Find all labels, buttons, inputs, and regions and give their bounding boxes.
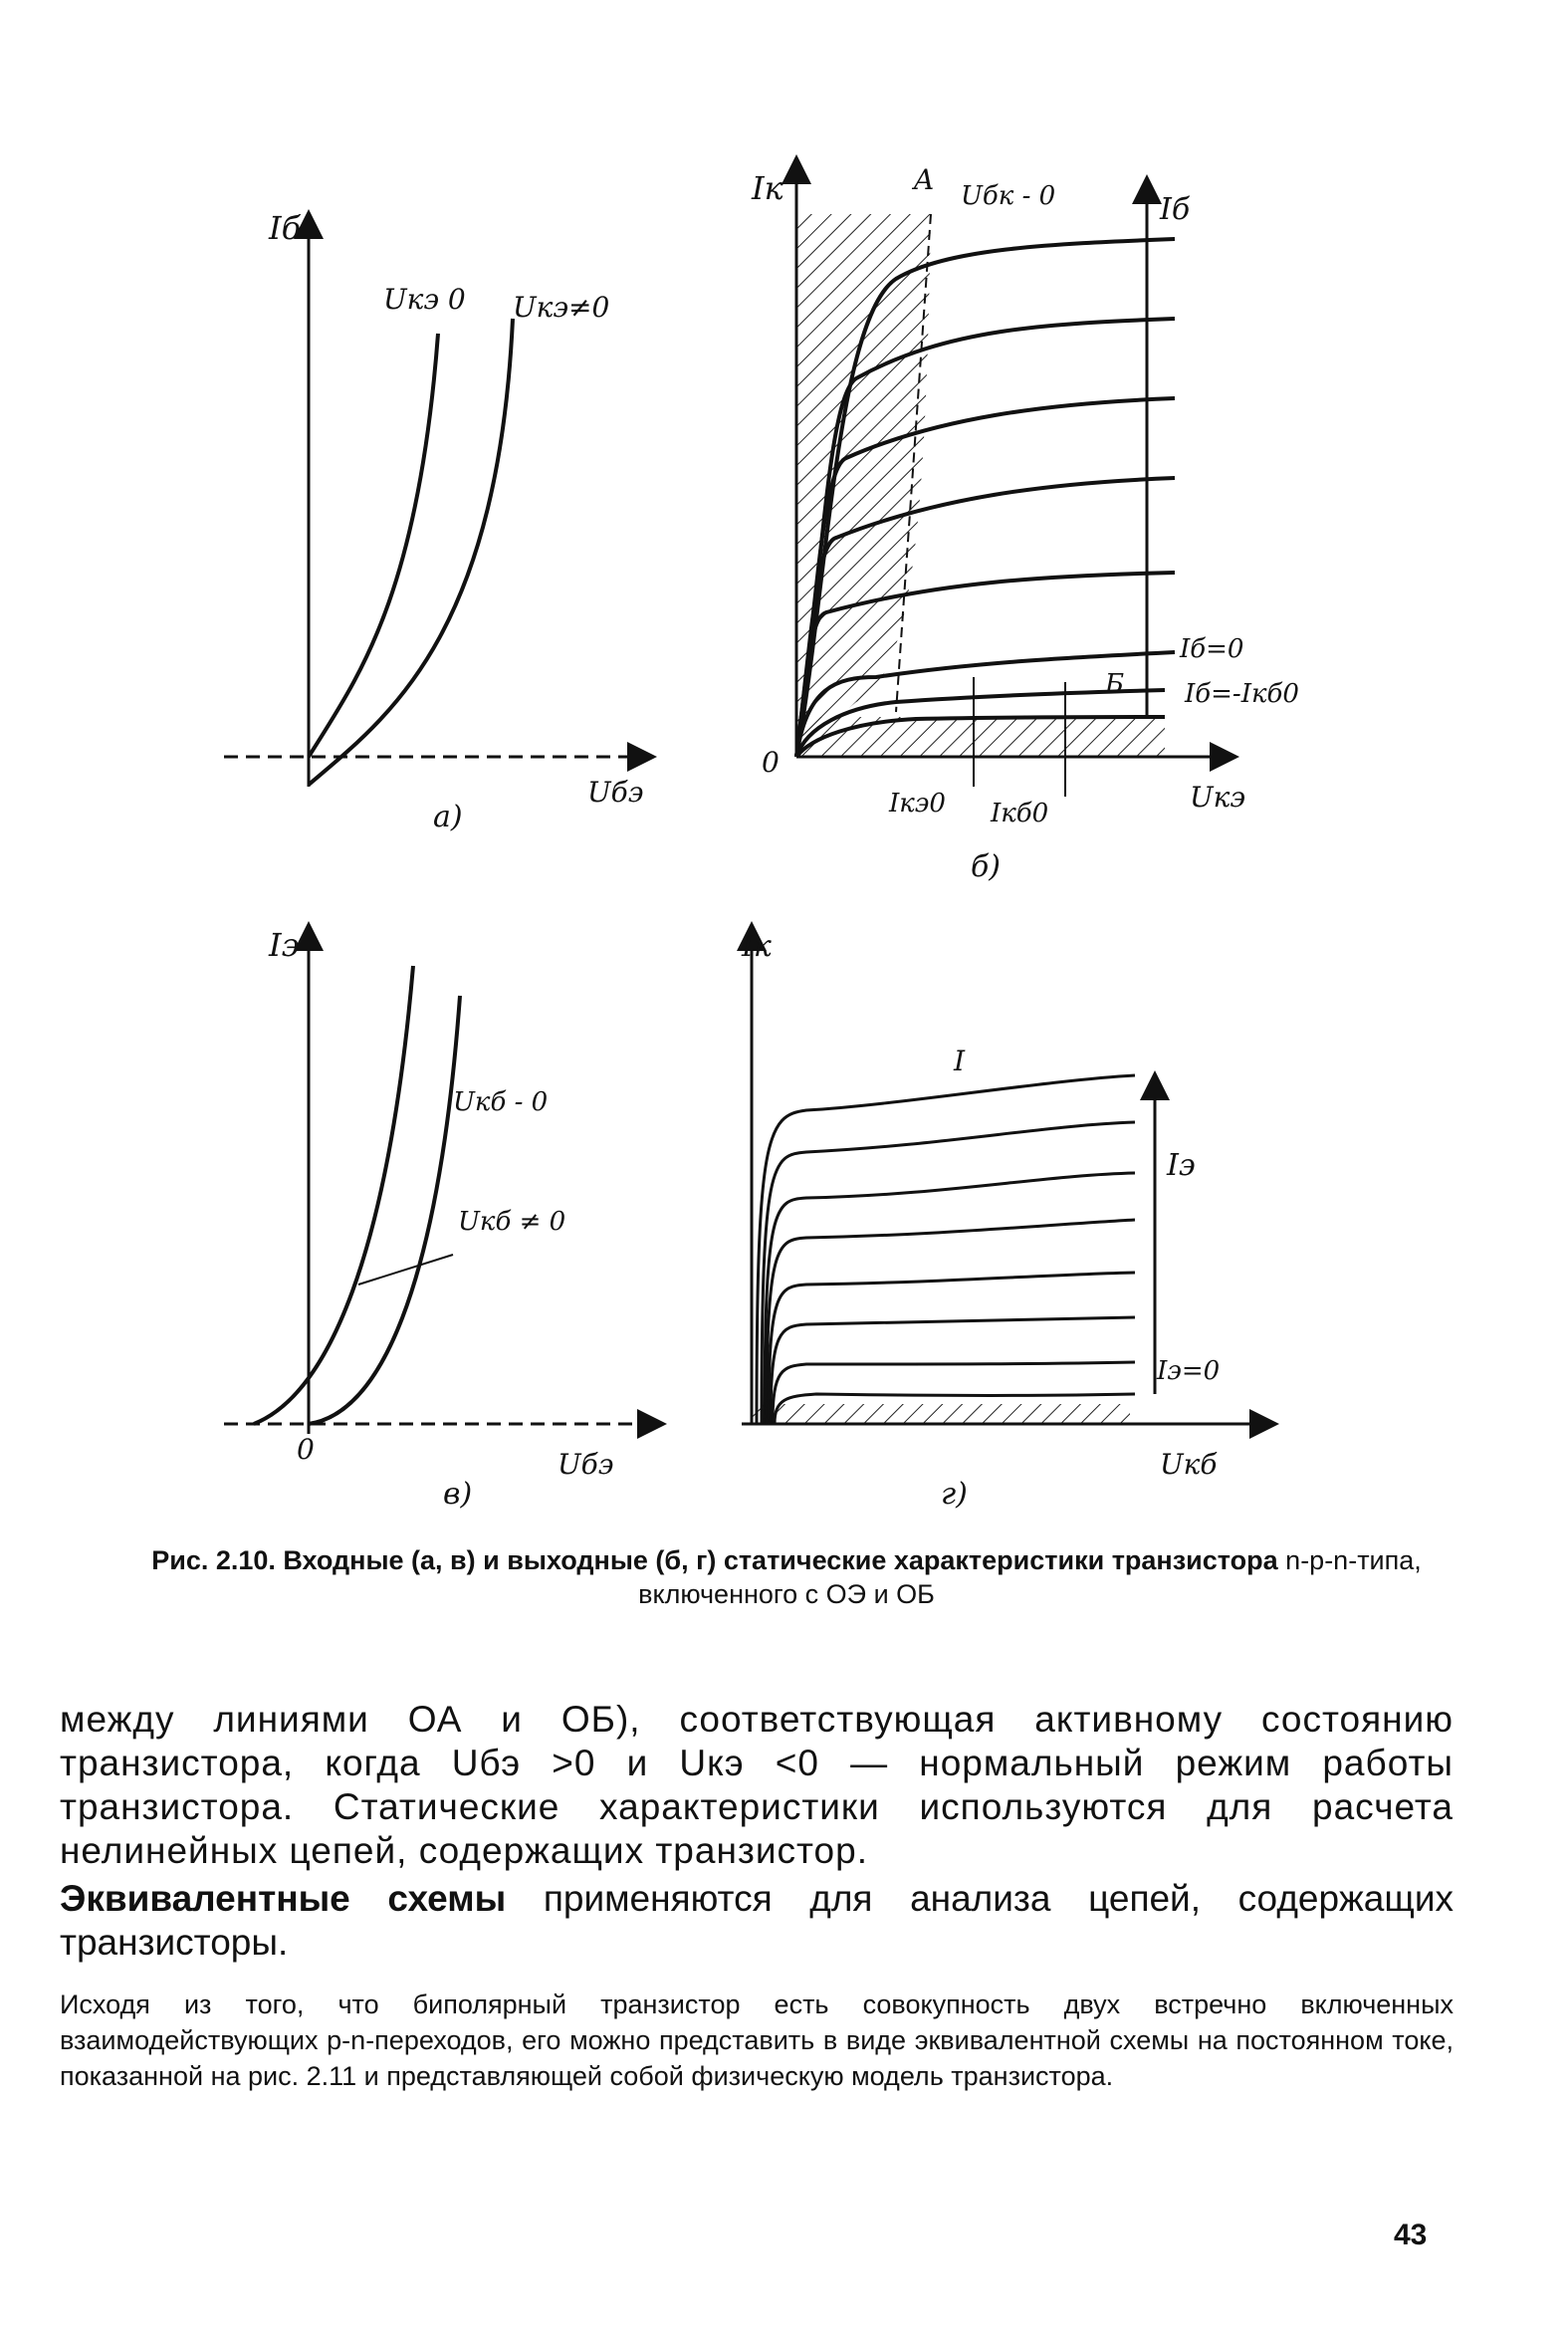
panel-a-curve-1: [309, 334, 438, 757]
panel-v-origin: 0: [297, 1433, 315, 1466]
panel-v-x-label: Uбэ: [558, 1448, 614, 1481]
panel-a-y-label: Iб: [269, 209, 302, 247]
panel-b-x-label: Uкэ: [1190, 781, 1245, 814]
panel-g-y-label: Iк: [742, 929, 772, 964]
panel-b-cutoff-region: [796, 717, 1165, 757]
panel-b-right-label: Iб: [1160, 192, 1191, 227]
panel-b-ikb0-label: Iкб0: [991, 799, 1049, 828]
panel-v-leader: [358, 1255, 453, 1285]
panel-b-origin: 0: [762, 746, 780, 779]
paragraph-1: [60, 1698, 1454, 1873]
panel-g-panel-label: г): [941, 1477, 968, 1512]
paragraph-2: [60, 1877, 1454, 1965]
paragraph-1-text: между линиями ОА и ОБ), соответствующая активному состоянию транзистора, когда Uбэ >0 и Uкэ <0 — нормальный режим работы транзистора. Статические характеристики используются для расчета нелинейных цепей, содержащих транзистор.: [60, 1699, 1454, 1871]
figure-caption: [119, 1543, 1454, 1611]
panel-v-y-label: Iэ: [269, 926, 300, 964]
panel-v-panel-label: в): [443, 1477, 473, 1512]
paragraph-3: [60, 1987, 1454, 2094]
panel-b-ib0-label: Iб=0: [1180, 634, 1244, 664]
panel-b-point-A: A: [914, 163, 935, 196]
panel-b-panel-label: б): [971, 849, 1002, 884]
panel-b: [751, 163, 1299, 884]
panel-g-curve-1: [757, 1075, 1135, 1424]
panel-g-curve-3: [765, 1173, 1135, 1424]
panel-g-right-label: Iэ: [1167, 1148, 1196, 1183]
panel-b-point-B: Б: [1105, 669, 1125, 699]
panel-v-curve-label-1: Uкб - 0: [453, 1087, 549, 1117]
caption-lead: Рис. 2.10. Входные (а, в) и выходные (б, г) статические характеристики транзистора: [151, 1545, 1278, 1575]
panel-b-y-label: Iк: [752, 169, 784, 207]
page-number: 43: [1394, 2219, 1428, 2251]
panel-g: [741, 929, 1264, 1512]
panel-v-curve-2: [309, 996, 460, 1424]
panel-b-line-label: Uбк - 0: [961, 181, 1056, 211]
panel-a-panel-label: а): [433, 800, 463, 834]
panel-v: [224, 926, 652, 1512]
panel-a-curve-label-2: Uкэ≠0: [513, 291, 610, 324]
panel-a: [224, 209, 643, 834]
panel-a-curve-label-1: Uкэ 0: [383, 283, 466, 316]
panel-b-ike0-label: Iкэ0: [889, 789, 946, 819]
panel-v-curve-1: [254, 966, 413, 1424]
panel-a-curve-2: [309, 319, 513, 785]
paragraph-2-text: применяются для анализа цепей, содержащих транзисторы.: [60, 1878, 1454, 1963]
panel-g-x-label: Uкб: [1160, 1448, 1218, 1481]
panel-g-cutoff-region: [752, 1404, 1130, 1424]
panel-v-curve-label-2: Uкб ≠ 0: [458, 1207, 566, 1237]
panel-g-curve-5: [769, 1273, 1135, 1424]
paragraph-2-bold: Эквивалентные схемы: [60, 1878, 507, 1919]
panel-g-top-label: I: [954, 1045, 966, 1077]
panel-b-ibneg-label: Iб=-Iкб0: [1185, 679, 1299, 709]
paragraph-3-text: Исходя из того, что биполярный транзистор есть совокупность двух встречно включенных взаимодействующих p-n-переходов, его можно представить в виде эквивалентной схемы на постоянном токе, показанной на рис. 2.11 и представляющей собой физическую модель транзистора.: [60, 1989, 1454, 2091]
panel-a-x-label: Uбэ: [587, 776, 644, 809]
caption-rest: n-p-n-типа, включенного с ОЭ и ОБ: [638, 1545, 1422, 1609]
panel-g-ie0-label: Iэ=0: [1157, 1356, 1221, 1386]
